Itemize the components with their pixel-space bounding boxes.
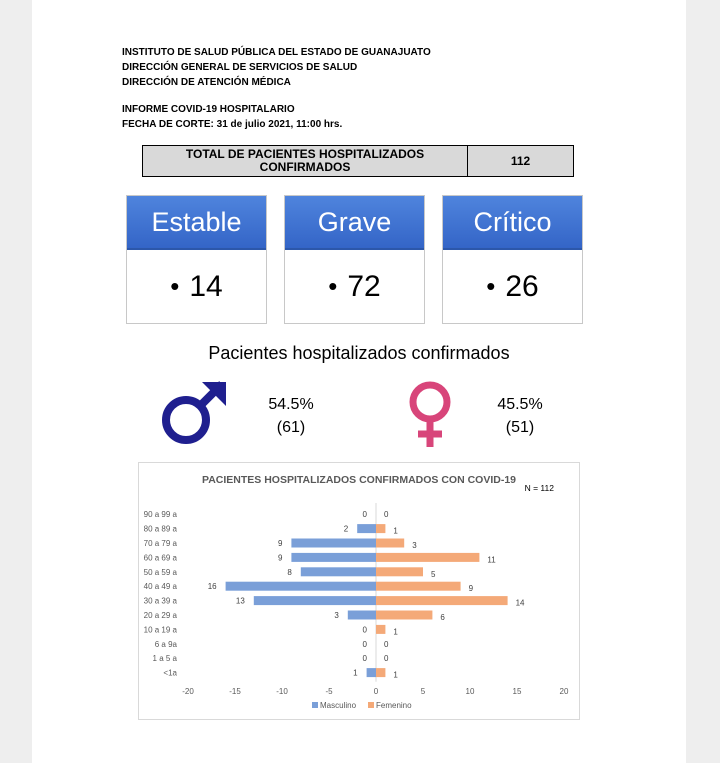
institute-title: INSTITUTO DE SALUD PÚBLICA DEL ESTADO DE GUANAJUATO (122, 47, 431, 58)
female-percentage: 45.5% (497, 396, 543, 413)
chart-canvas (139, 463, 579, 719)
category-label: 80 a 89 a (143, 524, 177, 534)
male-stats (251, 393, 331, 439)
data-label-femenino: 1 (393, 670, 398, 680)
x-tick-label: 10 (465, 686, 475, 696)
bar-femenino (376, 582, 461, 591)
data-label-femenino: 11 (487, 555, 496, 565)
total-patients-value: 112 (510, 154, 531, 168)
cutoff-date: FECHA DE CORTE: 31 de julio 2021, 11:00 hrs. (122, 119, 343, 130)
data-label-femenino: 14 (515, 598, 525, 608)
bar-masculino (226, 582, 376, 591)
chart-n-annotation: N = 112 (524, 483, 554, 493)
female-count: (51) (505, 419, 535, 436)
data-label-masculino: 0 (362, 654, 367, 664)
female-stats (480, 393, 560, 439)
x-tick-label: -20 (182, 686, 194, 696)
male-percentage: 54.5% (268, 396, 314, 413)
category-label: 70 a 79 a (143, 539, 177, 548)
card-critical-body (443, 250, 582, 323)
x-tick-label: 20 (559, 686, 569, 696)
card-severe-label: Grave (285, 196, 424, 250)
department-title: DIRECCIÓN DE ATENCIÓN MÉDICA (122, 77, 291, 88)
data-label-masculino: 3 (334, 611, 339, 620)
data-label-femenino: 0 (384, 654, 389, 664)
male-count: (61) (276, 419, 306, 436)
category-label: 10 a 19 a (143, 625, 177, 635)
card-severe (284, 195, 425, 324)
card-stable-value: 14 (189, 269, 223, 303)
category-label: 6 a 9a (154, 639, 177, 649)
bar-masculino (348, 611, 376, 620)
bar-masculino (357, 524, 376, 533)
age-sex-chart (138, 462, 580, 720)
card-critical-label: Crítico (443, 196, 582, 250)
data-label-femenino: 9 (468, 584, 474, 594)
bar-femenino (376, 611, 432, 620)
bar-femenino (376, 524, 385, 533)
chart-title: PACIENTES HOSPITALIZADOS CONFIRMADOS CON COVID-19 (201, 474, 517, 486)
data-label-femenino: 1 (393, 526, 398, 536)
category-label: 30 a 39 a (143, 596, 177, 606)
legend-swatch-masculino (312, 702, 318, 708)
x-tick-label: 0 (373, 686, 379, 696)
bar-masculino (291, 553, 376, 562)
data-label-masculino: 9 (277, 553, 283, 563)
legend-label-masculino: Masculino (320, 701, 357, 710)
legend-swatch-femenino (368, 702, 374, 708)
directorate-title: DIRECCIÓN GENERAL DE SERVICIOS DE SALUD (122, 62, 358, 73)
bar-masculino (367, 668, 376, 677)
data-label-femenino: 1 (393, 627, 398, 637)
bar-masculino (291, 539, 376, 548)
bullet-icon: • (486, 271, 496, 301)
data-label-femenino: 0 (384, 510, 389, 520)
chart-legend (312, 701, 412, 710)
report-title: INFORME COVID-19 HOSPITALARIO (122, 104, 295, 115)
category-label: <1a (163, 668, 177, 678)
bar-masculino (301, 567, 376, 576)
card-stable (126, 195, 267, 324)
data-label-masculino: 9 (277, 539, 283, 548)
x-tick-label: 5 (420, 686, 426, 696)
x-tick-label: -15 (229, 686, 241, 696)
total-patients-label: TOTAL DE PACIENTES HOSPITALIZADOS CONFIRMADOS (143, 146, 468, 176)
x-tick-label: 15 (512, 686, 522, 696)
gender-section-title: Pacientes hospitalizados confirmados (208, 343, 510, 363)
bullet-icon: • (328, 271, 338, 301)
data-label-masculino: 0 (362, 639, 367, 649)
bar-femenino (376, 539, 404, 548)
category-label: 20 a 29 a (143, 611, 177, 620)
bullet-icon: • (170, 271, 180, 301)
data-label-masculino: 2 (343, 524, 349, 534)
category-label: 40 a 49 a (143, 582, 177, 592)
data-label-femenino: 0 (384, 639, 389, 649)
card-critical-value: 26 (505, 269, 539, 303)
data-label-masculino: 13 (235, 596, 245, 606)
bar-femenino (376, 668, 385, 677)
card-stable-body (127, 250, 266, 323)
bar-femenino (376, 596, 508, 605)
card-severe-body (285, 250, 424, 323)
data-label-masculino: 0 (362, 510, 367, 520)
x-tick-label: -10 (276, 686, 288, 696)
data-label-masculino: 16 (207, 582, 217, 592)
category-label: 90 a 99 a (143, 510, 177, 520)
data-label-masculino: 8 (287, 567, 292, 577)
card-critical (442, 195, 583, 324)
male-symbol-icon (160, 378, 230, 448)
bar-femenino (376, 625, 385, 634)
data-label-masculino: 0 (362, 625, 367, 635)
data-label-femenino: 3 (412, 541, 417, 550)
card-severe-value: 72 (347, 269, 381, 303)
data-label-femenino: 5 (431, 569, 436, 579)
x-tick-label: -5 (325, 686, 333, 696)
bar-masculino (254, 596, 376, 605)
legend-label-femenino: Femenino (376, 701, 412, 710)
category-label: 60 a 69 a (143, 553, 177, 563)
report-page (32, 0, 686, 763)
female-symbol-icon (406, 380, 454, 450)
category-label: 1 a 5 a (152, 654, 177, 664)
category-label: 50 a 59 a (143, 567, 177, 577)
data-label-masculino: 1 (353, 668, 358, 678)
bar-femenino (376, 553, 479, 562)
card-stable-label: Estable (127, 196, 266, 250)
data-label-femenino: 6 (440, 613, 445, 622)
total-patients-box (142, 145, 574, 177)
bar-femenino (376, 567, 423, 576)
